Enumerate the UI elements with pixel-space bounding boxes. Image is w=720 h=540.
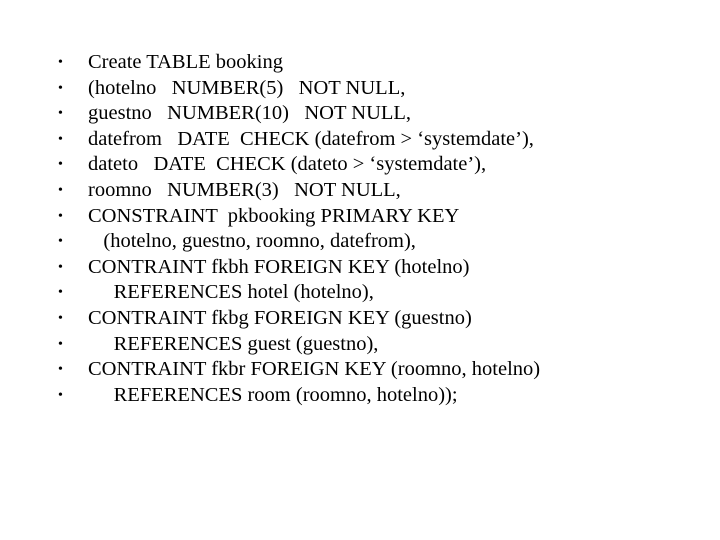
bullet-line-text: REFERENCES hotel (hotelno), — [88, 281, 374, 304]
bullet-line-text: datefrom DATE CHECK (datefrom > ‘systemdate’), — [88, 127, 534, 150]
bullet-icon: • — [58, 208, 63, 224]
bullet-line-text: (hotelno, guestno, roomno, datefrom), — [88, 230, 416, 253]
bullet-icon: • — [58, 106, 63, 122]
bullet-line-text: (hotelno NUMBER(5) NOT NULL, — [88, 76, 406, 99]
bullet-line-text: CONTRAINT fkbh FOREIGN KEY (hotelno) — [88, 255, 470, 278]
bullet-icon: • — [58, 336, 63, 352]
bullet-icon: • — [58, 157, 63, 173]
bullet-icon: • — [58, 55, 63, 70]
bullet-icon: • — [58, 285, 63, 301]
bullet-line-text: REFERENCES room (roomno, hotelno)); — [88, 383, 458, 406]
bullet-icon: • — [58, 234, 63, 250]
bullet-line-text: guestno NUMBER(10) NOT NULL, — [88, 102, 412, 125]
bullet-icon: • — [58, 310, 63, 326]
bullet-icon: • — [58, 259, 63, 275]
bullet-line-text: roomno NUMBER(3) NOT NULL, — [88, 178, 401, 201]
bullet-line-text: CONSTRAINT pkbooking PRIMARY KEY — [88, 204, 460, 227]
bullet-icon: • — [58, 131, 63, 147]
bullet-line-text: Create TABLE booking — [88, 51, 283, 73]
bullet-icon: • — [58, 387, 63, 403]
bullet-line-text: CONTRAINT fkbg FOREIGN KEY (guestno) — [88, 306, 472, 329]
bullet-line-text: dateto DATE CHECK (dateto > ‘systemdate’), — [88, 153, 487, 176]
bullet-icon: • — [58, 362, 63, 378]
bullet-icon: • — [58, 182, 63, 198]
bullet-icon: • — [58, 80, 63, 96]
bullet-line-text: REFERENCES guest (guestno), — [88, 332, 379, 355]
bullet-line-text: CONTRAINT fkbr FOREIGN KEY (roomno, hotelno) — [88, 358, 541, 381]
